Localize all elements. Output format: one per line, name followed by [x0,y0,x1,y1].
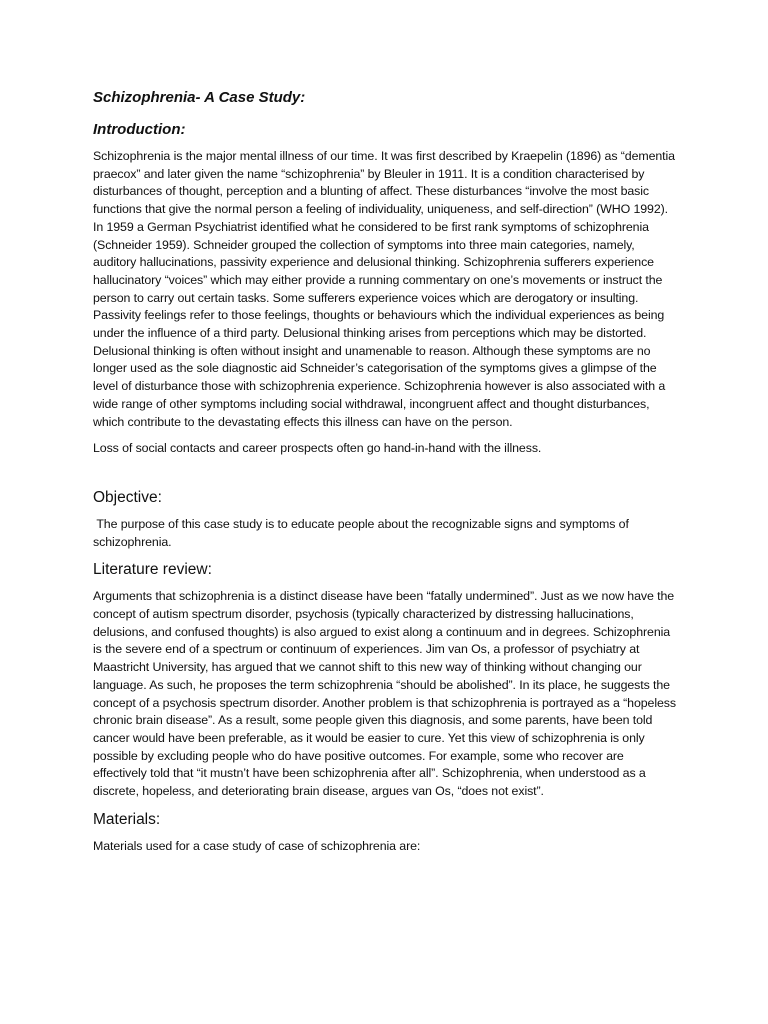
document-title: Schizophrenia- A Case Study: [93,89,306,106]
introduction-paragraph-2: Loss of social contacts and career prospects often go hand-in-hand with the illness. [93,441,542,456]
objective-paragraph: The purpose of this case study is to educate people about the recognizable signs and symptoms of schizophrenia. [93,516,633,549]
materials-paragraph: Materials used for a case study of case of schizophrenia are: [93,838,421,853]
objective-heading: Objective: [93,488,162,506]
introduction-paragraph-1: Schizophrenia is the major mental illness of our time. It was first described by Kraepelin (1896) as “dementia praecox” and later given the name “schizophrenia” by Bleuler in 1911. It is a condition characterised by disturbances of thought, perception and a blunting of affect. These disturbances “involve the most basic functions that give the normal person a feeling of individuality, uniqueness, and self-direction” (WHO 1992). In 1959 a German Psychiatrist identified what he considered to be first rank symptoms of schizophrenia (Schneider 1959). Schneider grouped the collection of symptoms into three main categories, namely, auditory hallucinations, passivity experience and delusional thinking. Schizophrenia sufferers experience hallucinatory “voices” which may either provide a running commentary on one’s movements or instruct the person to carry out certain tasks. Some sufferers experience voices which are derogatory or insulting. Passivity feelings refer to those feelings, thoughts or behaviours which the individual experiences as being under the influence of a third party. Delusional thinking arises from perceptions which may be distorted. Delusional thinking is often without insight and unamenable to reason. Although these symptoms are no longer used as the sole diagnostic aid Schneider’s categorisation of the symptoms gives a glimpse of the level of disturbance those with schizophrenia experience. Schizophrenia however is also associated with a wide range of other symptoms including social withdrawal, incongruent affect and thought disturbances, which contribute to the devastating effects this illness can have on the person. [93,149,675,429]
literature-review-heading: Literature review: [93,561,212,579]
document-page [93,88,678,865]
literature-review-paragraph: Arguments that schizophrenia is a distinct disease have been “fatally undermined”. Just as we now have the concept of autism spectrum disorder, psychosis (typically characterized by distressing hallucinations, delusions, and confused thoughts) is also argued to exist along a continuum and in degrees. Schizophrenia is the severe end of a spectrum or continuum of experiences. Jim van Os, a professor of psychiatry at Maastricht University, has argued that we cannot shift to this new way of thinking without changing our language. As such, he proposes the term schizophrenia “should be abolished”. In its place, he suggests the concept of a psychosis spectrum disorder. Another problem is that schizophrenia is portrayed as a “hopeless chronic brain disease”. As a result, some people given this diagnosis, and some parents, have been told cancer would have been preferable, as it would be easier to cure. Yet this view of schizophrenia is only possible by excluding people who do have positive outcomes. For example, some who recover are effectively told that “it mustn’t have been schizophrenia after all”. Schizophrenia, when understood as a discrete, hopeless, and deteriorating brain disease, argues van Os, “does not exist”. [93,589,676,799]
materials-heading: Materials: [93,810,161,828]
introduction-heading: Introduction: [93,121,186,138]
